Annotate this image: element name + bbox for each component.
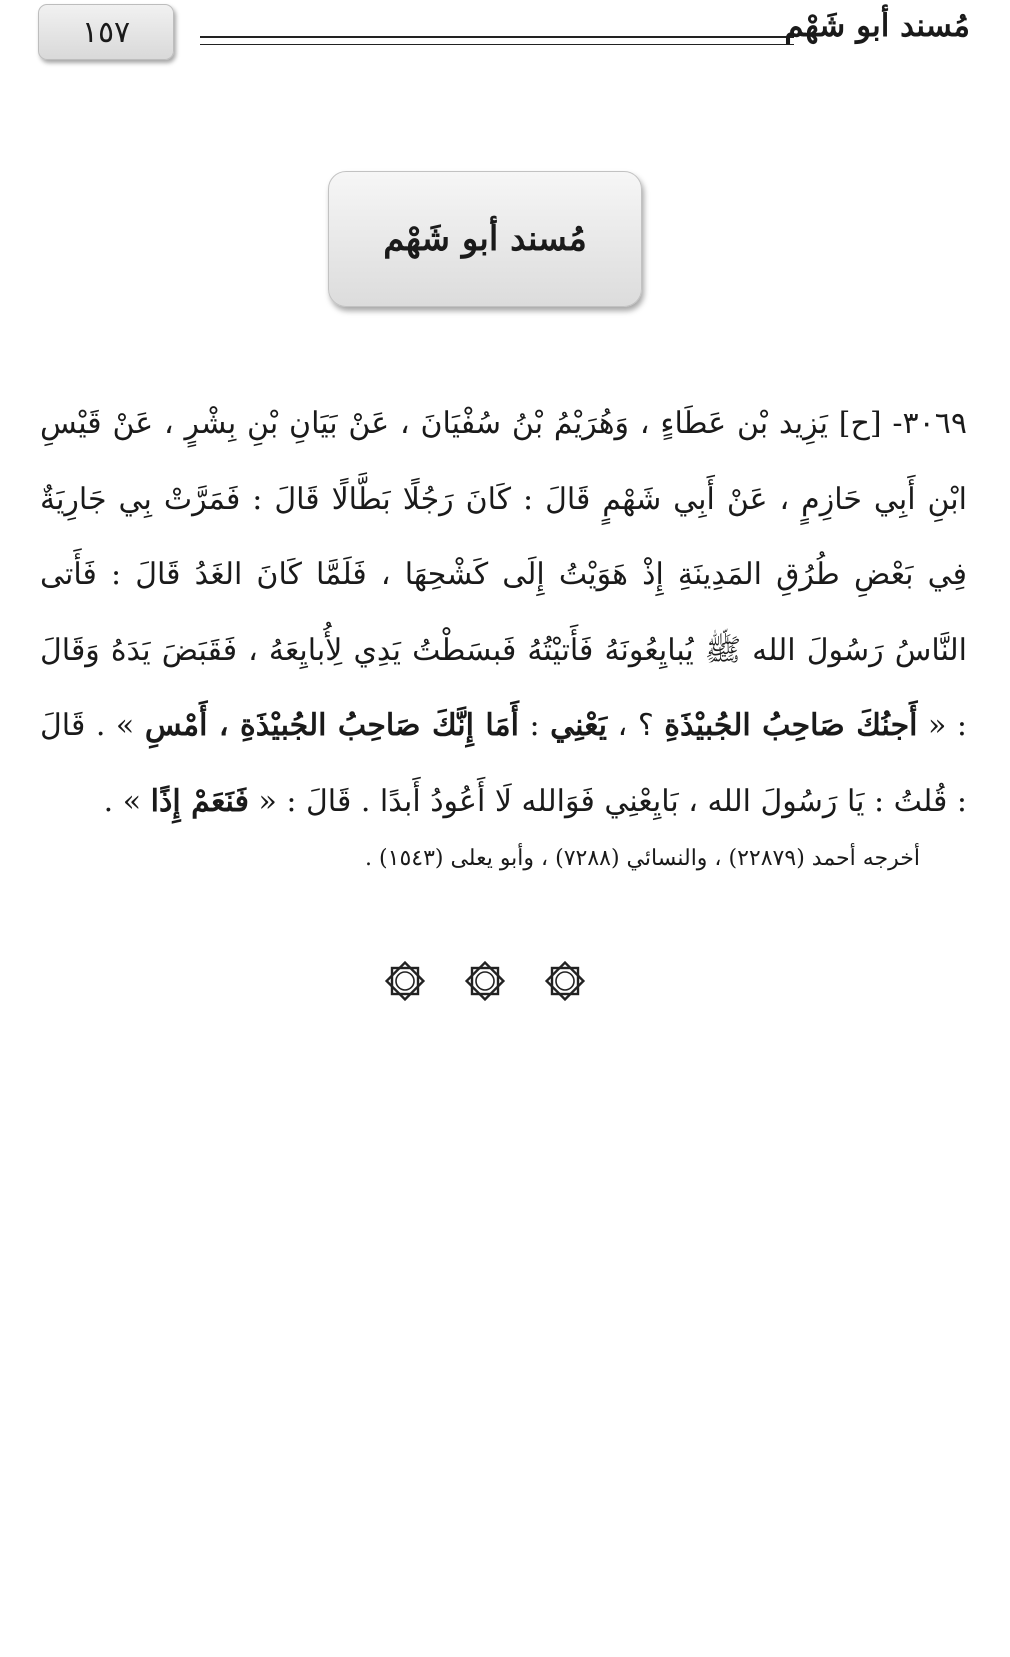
hadith-segment: [ح] يَزِيد بْن عَطَاءٍ ، وَهُرَيْمُ بْنُ سُفْيَانَ ، عَنْ بَيَانِ بْنِ بِشْرٍ ، عَنْ قَيْسِ ابْنِ أَبِي حَازِمٍ ، عَنْ أَبِي شَهْمٍ قَالَ : كَانَ رَجُلًا بَطَّالًا قَالَ : فَمَرَّتْ بِي جَارِيَةٌ فِي بَعْضِ طُرُقِ المَدِينَةِ إِذْ هَوَيْتُ إِلَى كَشْحِهَا ، فَلَمَّا كَانَ الغَدُ قَالَ : فَأَتى النَّاسُ رَسُولَ الله ﷺ يُبايِعُونَهُ فَأَتيْتُهُ فَبسَطْتُ يَدِي لِأُبايِعَهُ ، فَقَبَضَ يَدَهُ وَقَالَ : « bbox=[40, 406, 968, 743]
hadith-segment: » . bbox=[103, 783, 151, 819]
hadith-text bbox=[40, 386, 967, 839]
header-rule bbox=[200, 36, 794, 45]
takhrij-footnote: أخرجه أحمد (٢٢٨٧٩) ، والنسائي (٧٢٨٨) ، وأبو يعلى (١٥٤٣) . bbox=[365, 846, 920, 871]
hadith-segment-bold: فَنَعَمْ إِذًا bbox=[150, 783, 249, 819]
hadith-segment-bold: أَمَا إِنَّكَ صَاحِبُ الجُبيْذَةِ ، أَمْسِ bbox=[144, 708, 519, 743]
section-separator bbox=[380, 956, 590, 1006]
hadith-number: ٣٠٦٩- bbox=[881, 406, 967, 441]
chapter-title-box bbox=[328, 171, 642, 307]
eight-pointed-star-icon bbox=[380, 956, 430, 1006]
page-number-text: ١٥٧ bbox=[81, 14, 131, 50]
hadith-segment: » . قَالَ : قُلتُ : يَا رَسُولَ الله ، بَايِعْنِي فَوَالله لَا أَعُودُ أَبدًا . قَالَ : « bbox=[40, 708, 967, 819]
eight-pointed-star-icon bbox=[460, 956, 510, 1006]
hadith-segment-bold: يَعْنِي bbox=[550, 708, 608, 743]
running-title: مُسند أبو شَهْم bbox=[784, 8, 970, 44]
hadith-segment-bold: أَجنُكَ صَاحِبُ الجُبيْذَةِ bbox=[664, 708, 918, 743]
chapter-title: مُسند أبو شَهْم bbox=[383, 219, 587, 259]
page-number bbox=[38, 4, 174, 60]
hadith-segment: ؟ ، bbox=[607, 708, 665, 743]
hadith-segment: : bbox=[518, 708, 551, 743]
eight-pointed-star-icon bbox=[540, 956, 590, 1006]
